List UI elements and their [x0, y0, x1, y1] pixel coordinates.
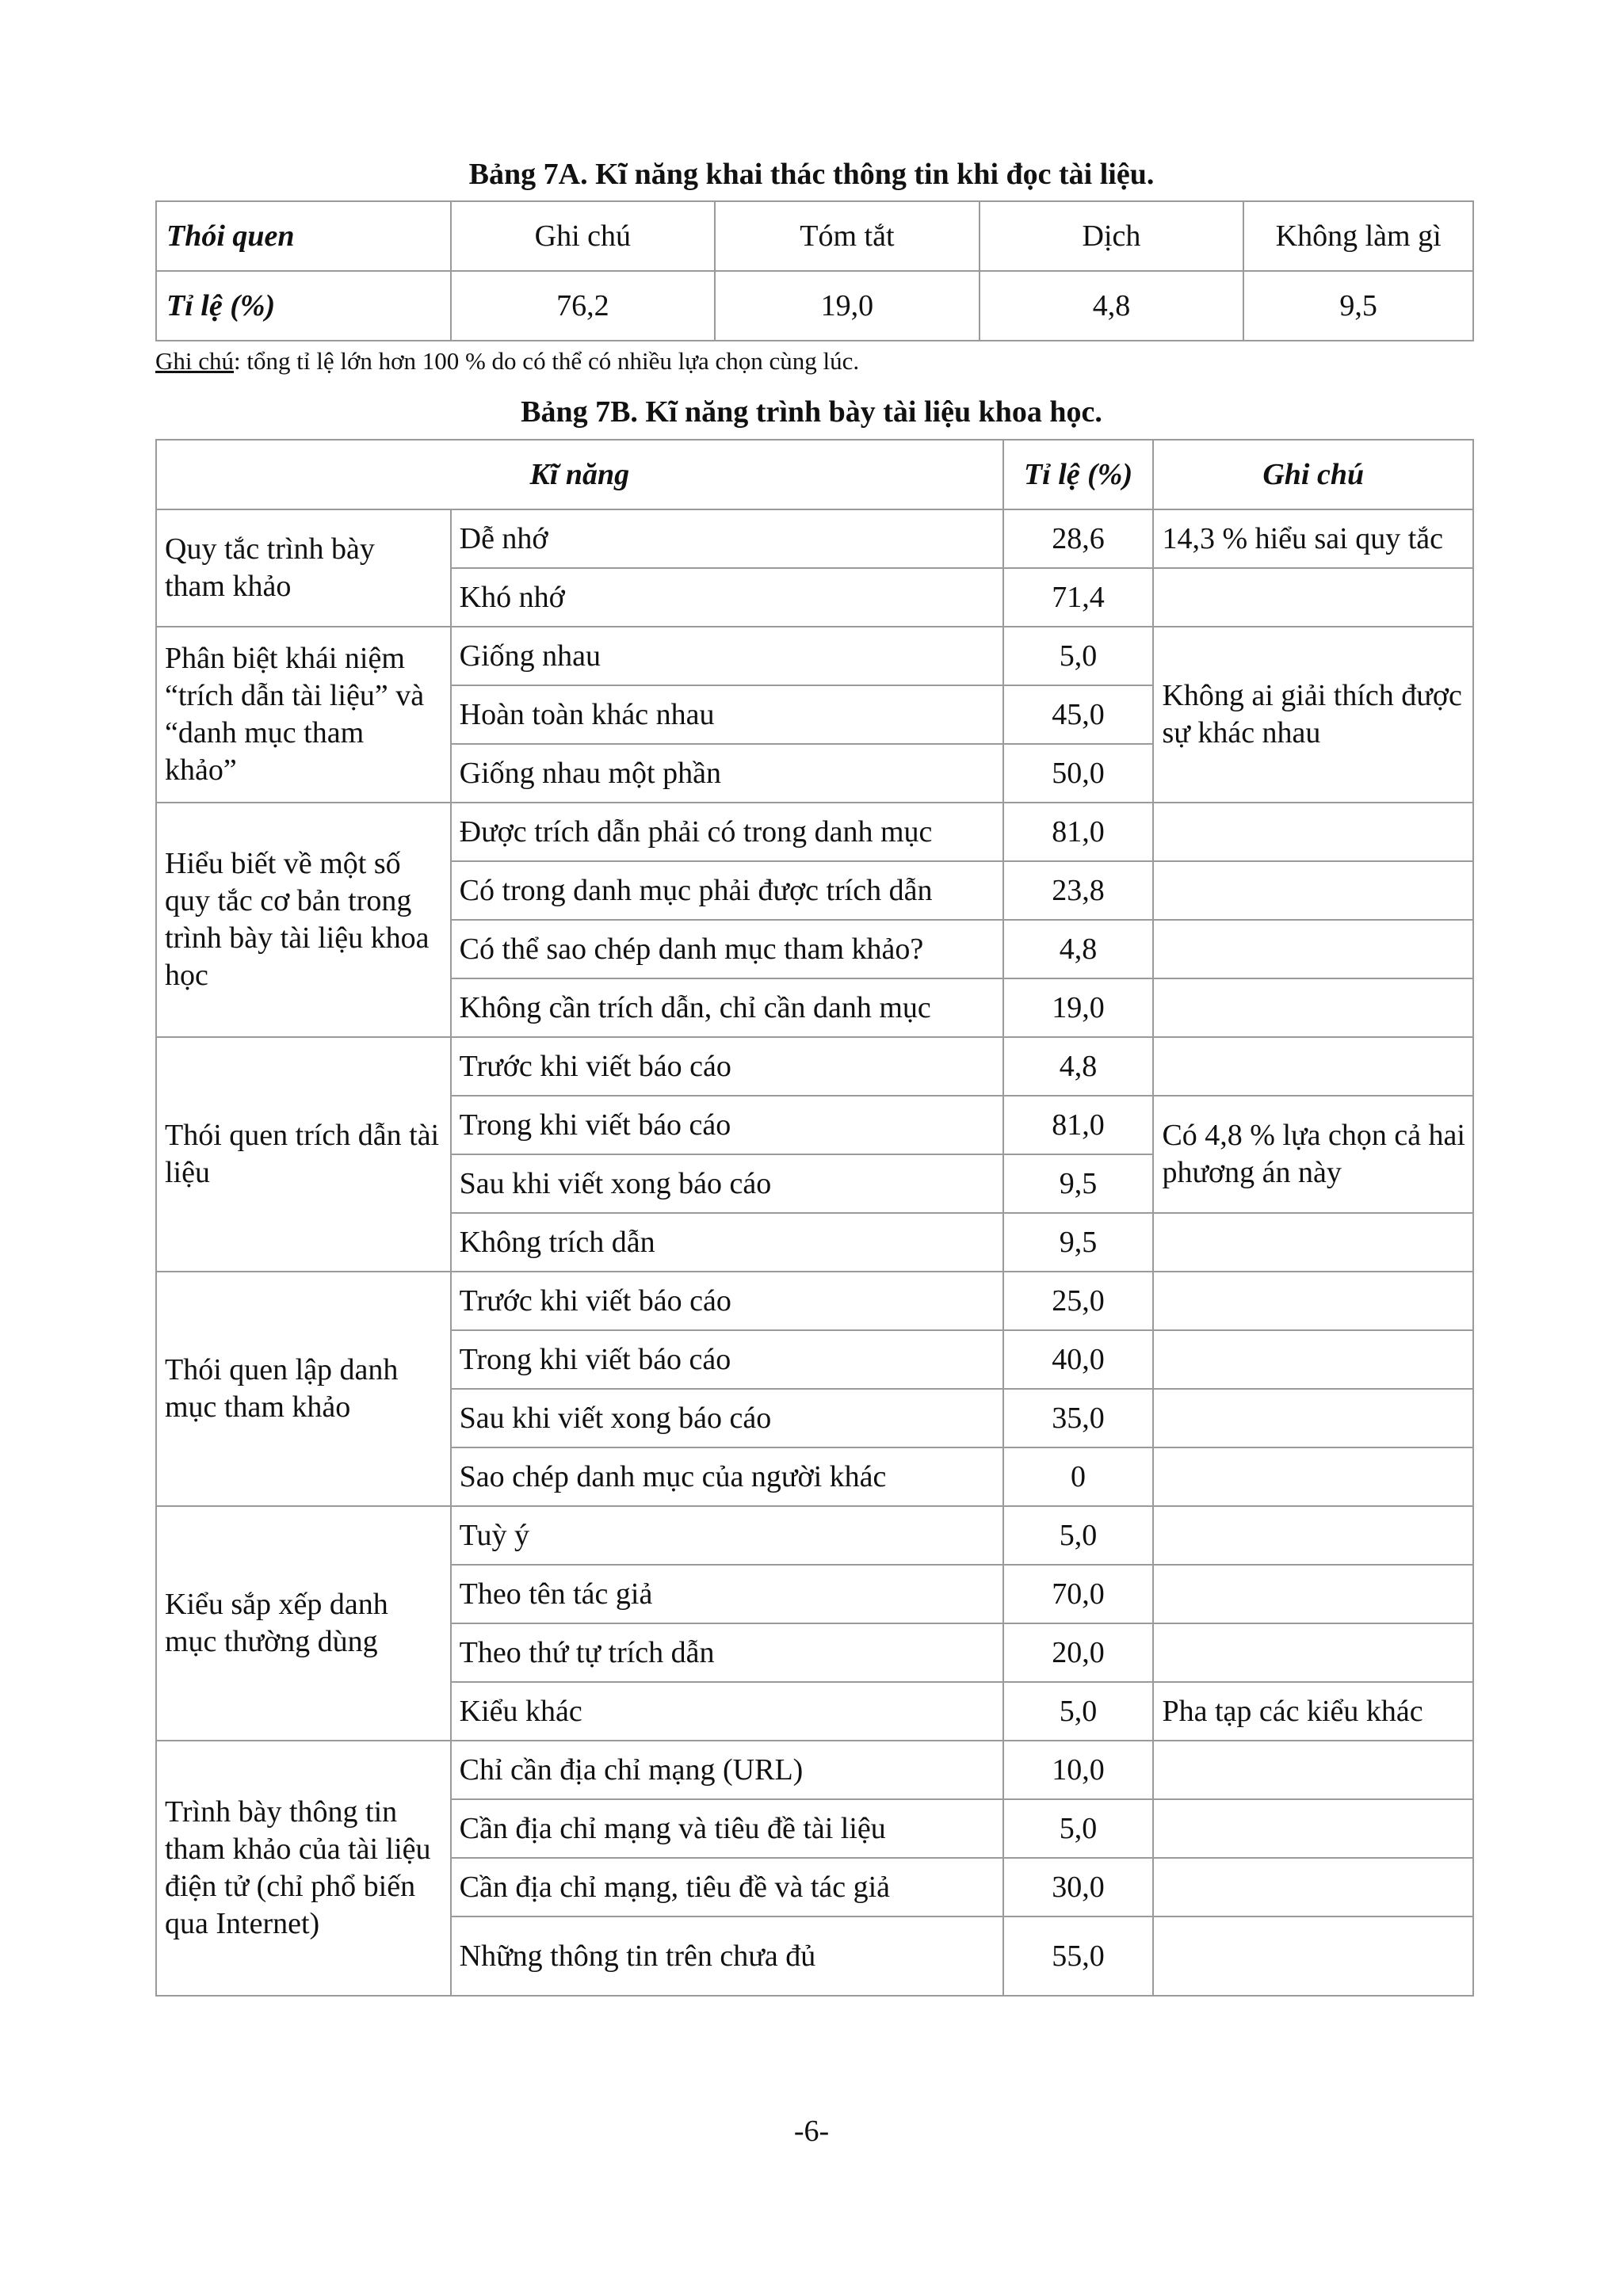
- item-value: 50,0: [1003, 744, 1154, 803]
- item-value: 5,0: [1003, 627, 1154, 685]
- group-label: Trình bày thông tin tham khảo của tài liệu điện tử (chỉ phổ biến qua Internet): [156, 1741, 451, 1996]
- item-value: 23,8: [1003, 861, 1154, 920]
- item-value: 0: [1003, 1447, 1154, 1506]
- table-header-row: [156, 440, 1473, 509]
- table-row: [156, 271, 1473, 341]
- item-value: 9,5: [1003, 1213, 1154, 1272]
- item-note: Pha tạp các kiểu khác: [1153, 1682, 1473, 1741]
- item-value: 30,0: [1003, 1858, 1154, 1917]
- table-7b-caption: Bảng 7B. Kĩ năng trình bày tài liệu khoa học.: [521, 395, 1102, 429]
- item-value: 5,0: [1003, 1506, 1154, 1565]
- item-note: [1153, 978, 1473, 1037]
- item-label: Cần địa chỉ mạng, tiêu đề và tác giả: [451, 1858, 1003, 1917]
- footnote-text: : tổng tỉ lệ lớn hơn 100 % do có thể có nhiều lựa chọn cùng lúc.: [234, 347, 860, 375]
- item-note: [1153, 1799, 1473, 1858]
- item-note: [1153, 1917, 1473, 1996]
- item-value: 81,0: [1003, 1096, 1154, 1154]
- item-note: [1153, 1330, 1473, 1389]
- item-label: Chỉ cần địa chỉ mạng (URL): [451, 1741, 1003, 1799]
- item-note: 14,3 % hiểu sai quy tắc: [1153, 509, 1473, 568]
- item-label: Không trích dẫn: [451, 1213, 1003, 1272]
- item-value: 70,0: [1003, 1565, 1154, 1623]
- item-value: 10,0: [1003, 1741, 1154, 1799]
- row-label-rate: Tỉ lệ (%): [156, 271, 451, 341]
- item-label: Tuỳ ý: [451, 1506, 1003, 1565]
- group-label: Phân biệt khái niệm “trích dẫn tài liệu” và “danh mục tham khảo”: [156, 627, 451, 803]
- item-value: 25,0: [1003, 1272, 1154, 1330]
- item-value: 9,5: [1003, 1154, 1154, 1213]
- item-note: [1153, 861, 1473, 920]
- item-label: Có trong danh mục phải được trích dẫn: [451, 861, 1003, 920]
- item-note: [1153, 1213, 1473, 1272]
- item-label: Không cần trích dẫn, chỉ cần danh mục: [451, 978, 1003, 1037]
- table-cell: 4,8: [980, 271, 1244, 341]
- item-label: Hoàn toàn khác nhau: [451, 685, 1003, 744]
- item-note: Có 4,8 % lựa chọn cả hai phương án này: [1153, 1096, 1473, 1213]
- item-label: Theo thứ tự trích dẫn: [451, 1623, 1003, 1682]
- item-note: [1153, 1447, 1473, 1506]
- item-label: Theo tên tác giả: [451, 1565, 1003, 1623]
- item-value: 20,0: [1003, 1623, 1154, 1682]
- item-label: Kiểu khác: [451, 1682, 1003, 1741]
- item-note: Không ai giải thích được sự khác nhau: [1153, 627, 1473, 803]
- item-value: 45,0: [1003, 685, 1154, 744]
- row-label-habit: Thói quen: [156, 201, 451, 271]
- table-row: [156, 201, 1473, 271]
- item-value: 19,0: [1003, 978, 1154, 1037]
- item-label: Sao chép danh mục của người khác: [451, 1447, 1003, 1506]
- item-note: [1153, 568, 1473, 627]
- item-label: Giống nhau một phần: [451, 744, 1003, 803]
- item-note: [1153, 1506, 1473, 1565]
- item-label: Khó nhớ: [451, 568, 1003, 627]
- item-note: [1153, 1389, 1473, 1447]
- item-value: 35,0: [1003, 1389, 1154, 1447]
- table-row: [156, 509, 1473, 568]
- item-value: 81,0: [1003, 803, 1154, 861]
- group-label: Kiểu sắp xếp danh mục thường dùng: [156, 1506, 451, 1741]
- item-label: Sau khi viết xong báo cáo: [451, 1154, 1003, 1213]
- item-note: [1153, 1565, 1473, 1623]
- item-label: Giống nhau: [451, 627, 1003, 685]
- footnote: [155, 347, 859, 376]
- table-row: [156, 627, 1473, 685]
- item-note: [1153, 1272, 1473, 1330]
- column-header: Dịch: [980, 201, 1244, 271]
- item-note: [1153, 920, 1473, 978]
- table-7a-caption: Bảng 7A. Kĩ năng khai thác thông tin khi đọc tài liệu.: [468, 158, 1155, 191]
- item-label: Trong khi viết báo cáo: [451, 1330, 1003, 1389]
- item-value: 71,4: [1003, 568, 1154, 627]
- page-number: -6-: [793, 2115, 830, 2148]
- item-label: Có thể sao chép danh mục tham khảo?: [451, 920, 1003, 978]
- group-label: Thói quen trích dẫn tài liệu: [156, 1037, 451, 1272]
- item-label: Sau khi viết xong báo cáo: [451, 1389, 1003, 1447]
- item-value: 55,0: [1003, 1917, 1154, 1996]
- table-row: [156, 803, 1473, 861]
- table-row: [156, 1037, 1473, 1096]
- column-header: Tóm tắt: [715, 201, 980, 271]
- item-value: 5,0: [1003, 1682, 1154, 1741]
- footnote-label: Ghi chú: [155, 347, 235, 375]
- group-label: Thói quen lập danh mục tham khảo: [156, 1272, 451, 1506]
- item-label: Trước khi viết báo cáo: [451, 1037, 1003, 1096]
- item-value: 4,8: [1003, 1037, 1154, 1096]
- item-label: Trong khi viết báo cáo: [451, 1096, 1003, 1154]
- item-label: Trước khi viết báo cáo: [451, 1272, 1003, 1330]
- header-note: Ghi chú: [1153, 440, 1473, 509]
- table-7b: [155, 439, 1474, 1997]
- item-note: [1153, 1741, 1473, 1799]
- item-note: [1153, 1623, 1473, 1682]
- header-skill: Kĩ năng: [156, 440, 1003, 509]
- item-label: Những thông tin trên chưa đủ: [451, 1917, 1003, 1996]
- item-label: Cần địa chỉ mạng và tiêu đề tài liệu: [451, 1799, 1003, 1858]
- column-header: Ghi chú: [451, 201, 716, 271]
- item-note: [1153, 1858, 1473, 1917]
- item-value: 5,0: [1003, 1799, 1154, 1858]
- item-note: [1153, 1037, 1473, 1096]
- item-value: 40,0: [1003, 1330, 1154, 1389]
- table-cell: 76,2: [451, 271, 716, 341]
- item-value: 28,6: [1003, 509, 1154, 568]
- table-row: [156, 1506, 1473, 1565]
- item-label: Được trích dẫn phải có trong danh mục: [451, 803, 1003, 861]
- column-header: Không làm gì: [1243, 201, 1473, 271]
- table-cell: 19,0: [715, 271, 980, 341]
- table-cell: 9,5: [1243, 271, 1473, 341]
- item-value: 4,8: [1003, 920, 1154, 978]
- table-row: [156, 1272, 1473, 1330]
- item-label: Dễ nhớ: [451, 509, 1003, 568]
- item-note: [1153, 803, 1473, 861]
- table-7a: [155, 200, 1474, 341]
- header-rate: Tỉ lệ (%): [1003, 440, 1154, 509]
- table-row: [156, 1741, 1473, 1799]
- group-label: Quy tắc trình bày tham khảo: [156, 509, 451, 627]
- group-label: Hiểu biết về một số quy tắc cơ bản trong trình bày tài liệu khoa học: [156, 803, 451, 1037]
